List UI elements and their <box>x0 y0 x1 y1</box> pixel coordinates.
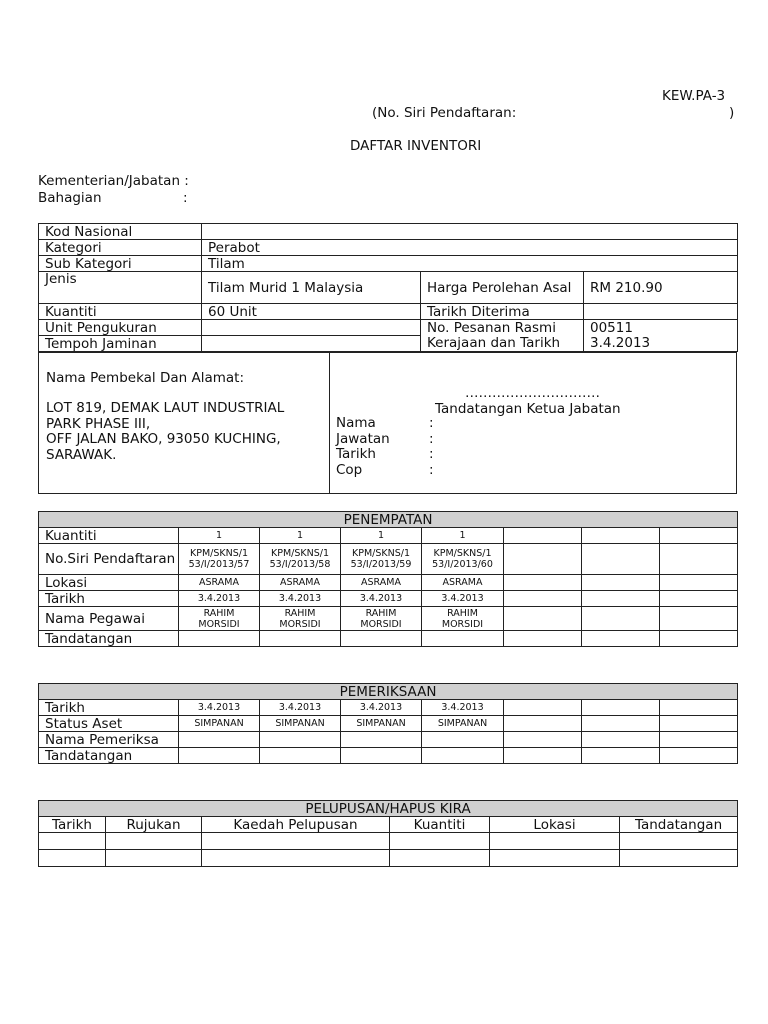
row-label: No.Siri Pendaftaran <box>39 544 179 575</box>
kuantiti-cell: 1 <box>341 528 422 544</box>
supplier-address-line: SARAWAK. <box>46 446 117 463</box>
colon: : <box>429 415 434 431</box>
pesanan-rasmi-label: No. Pesanan Rasmi <box>421 320 584 336</box>
tarikh-diterima-label: Tarikh Diterima <box>421 304 584 320</box>
supplier-address-line: LOT 819, DEMAK LAUT INDUSTRIAL <box>46 400 285 416</box>
cop-label: Cop <box>336 461 363 478</box>
signature-colons <box>429 416 434 478</box>
empty-cell <box>39 850 106 867</box>
signature-line: ………………………… <box>465 385 600 401</box>
empty-cell <box>660 575 738 591</box>
empty-cell <box>504 575 582 591</box>
empty-cell <box>582 716 660 732</box>
empty-cell <box>504 700 582 716</box>
empty-cell <box>341 748 422 764</box>
tempoh-jaminan-value <box>202 336 421 352</box>
empty-cell <box>179 748 260 764</box>
kategori-label: Kategori <box>39 240 202 256</box>
row-label: Nama Pegawai <box>39 607 179 631</box>
empty-cell <box>582 607 660 631</box>
empty-cell <box>504 732 582 748</box>
empty-cell <box>202 833 390 850</box>
tarikh-cell: 3.4.2013 <box>179 700 260 716</box>
empty-cell <box>341 631 422 647</box>
column-header: Kuantiti <box>390 817 490 833</box>
kategori-value: Perabot <box>202 240 738 256</box>
empty-cell <box>504 716 582 732</box>
empty-cell <box>504 631 582 647</box>
status-aset-cell: SIMPANAN <box>260 716 341 732</box>
empty-cell <box>660 528 738 544</box>
nama-pegawai-cell: RAHIM MORSIDI <box>341 607 422 631</box>
pelupusan-table <box>38 800 738 867</box>
empty-cell <box>179 732 260 748</box>
pemeriksaan-title: PEMERIKSAAN <box>39 684 738 700</box>
tarikh-cell: 3.4.2013 <box>179 591 260 607</box>
empty-cell <box>504 528 582 544</box>
sub-kategori-label: Sub Kategori <box>39 256 202 272</box>
sub-kategori-value: Tilam <box>202 256 738 272</box>
tarikh-cell: 3.4.2013 <box>422 700 504 716</box>
empty-cell <box>620 850 738 867</box>
no-siri-cell: KPM/SKNS/1 53/I/2013/59 <box>341 544 422 575</box>
nama-pegawai-cell: RAHIM MORSIDI <box>260 607 341 631</box>
asset-details-table <box>38 223 738 352</box>
pelupusan-title: PELUPUSAN/HAPUS KIRA <box>39 801 738 817</box>
lokasi-cell: ASRAMA <box>422 575 504 591</box>
empty-cell <box>39 833 106 850</box>
tarikh-cell: 3.4.2013 <box>341 700 422 716</box>
tempoh-jaminan-label: Tempoh Jaminan <box>39 336 202 352</box>
lokasi-cell: ASRAMA <box>179 575 260 591</box>
kerajaan-tarikh-label: Kerajaan dan Tarikh <box>421 336 584 352</box>
empty-cell <box>390 850 490 867</box>
empty-cell <box>202 850 390 867</box>
row-label: Tarikh <box>39 591 179 607</box>
row-label: Tandatangan <box>39 631 179 647</box>
empty-cell <box>504 607 582 631</box>
empty-cell <box>422 631 504 647</box>
empty-cell <box>582 528 660 544</box>
empty-cell <box>341 732 422 748</box>
form-code: KEW.PA-3 <box>662 88 726 104</box>
tarikh-diterima-value <box>584 304 738 320</box>
column-header: Lokasi <box>490 817 620 833</box>
supplier-signature-box <box>38 352 737 494</box>
kuantiti-cell: 1 <box>260 528 341 544</box>
jenis-label: Jenis <box>39 272 202 304</box>
empty-cell <box>660 700 738 716</box>
empty-cell <box>106 833 202 850</box>
nama-label: Nama <box>336 415 376 431</box>
tarikh-cell: 3.4.2013 <box>260 591 341 607</box>
penempatan-title: PENEMPATAN <box>39 512 738 528</box>
nama-pegawai-cell: RAHIM MORSIDI <box>422 607 504 631</box>
tarikh-cell: 3.4.2013 <box>341 591 422 607</box>
column-header: Tarikh <box>39 817 106 833</box>
status-aset-cell: SIMPANAN <box>341 716 422 732</box>
empty-cell <box>660 716 738 732</box>
tarikh-cell: 3.4.2013 <box>260 700 341 716</box>
serial-number-close: ) <box>729 105 735 121</box>
no-siri-cell: KPM/SKNS/1 53/I/2013/60 <box>422 544 504 575</box>
supplier-section <box>39 353 330 493</box>
signature-fields <box>336 416 390 478</box>
empty-cell <box>582 591 660 607</box>
empty-cell <box>422 748 504 764</box>
empty-cell <box>582 575 660 591</box>
pemeriksaan-table <box>38 683 738 764</box>
empty-cell <box>390 833 490 850</box>
status-aset-cell: SIMPANAN <box>422 716 504 732</box>
jawatan-label: Jawatan <box>336 430 390 447</box>
unit-pengukuran-value <box>202 320 421 336</box>
empty-cell <box>660 732 738 748</box>
empty-cell <box>582 631 660 647</box>
column-header: Tandatangan <box>620 817 738 833</box>
supplier-address-line: OFF JALAN BAKO, 93050 KUCHING, <box>46 431 281 447</box>
empty-cell <box>490 850 620 867</box>
supplier-address <box>46 401 284 463</box>
empty-cell <box>582 748 660 764</box>
division-colon: : <box>183 190 188 206</box>
row-label: Tarikh <box>39 700 179 716</box>
harga-label: Harga Perolehan Asal <box>421 272 584 304</box>
empty-cell <box>504 544 582 575</box>
tarikh-label: Tarikh <box>336 446 376 462</box>
lokasi-cell: ASRAMA <box>341 575 422 591</box>
serial-number-label: (No. Siri Pendaftaran: <box>372 105 517 121</box>
empty-cell <box>660 607 738 631</box>
empty-cell <box>660 748 738 764</box>
empty-cell <box>620 833 738 850</box>
no-siri-cell: KPM/SKNS/1 53/I/2013/57 <box>179 544 260 575</box>
row-label: Status Aset <box>39 716 179 732</box>
penempatan-table <box>38 511 738 647</box>
lokasi-cell: ASRAMA <box>260 575 341 591</box>
empty-cell <box>260 732 341 748</box>
pesanan-rasmi-value: 00511 <box>584 320 738 336</box>
empty-cell <box>660 591 738 607</box>
empty-cell <box>504 748 582 764</box>
empty-cell <box>106 850 202 867</box>
column-header: Rujukan <box>106 817 202 833</box>
kuantiti-cell: 1 <box>179 528 260 544</box>
kod-nasional-label: Kod Nasional <box>39 224 202 240</box>
empty-cell <box>660 631 738 647</box>
kuantiti-label: Kuantiti <box>39 304 202 320</box>
empty-cell <box>490 833 620 850</box>
supplier-address-line: PARK PHASE III, <box>46 415 151 432</box>
nama-pegawai-cell: RAHIM MORSIDI <box>179 607 260 631</box>
ministry-label: Kementerian/Jabatan : <box>38 173 189 189</box>
kuantiti-value: 60 Unit <box>202 304 421 320</box>
empty-cell <box>582 700 660 716</box>
empty-cell <box>260 631 341 647</box>
row-label: Lokasi <box>39 575 179 591</box>
row-label: Kuantiti <box>39 528 179 544</box>
empty-cell <box>504 591 582 607</box>
empty-cell <box>582 732 660 748</box>
status-aset-cell: SIMPANAN <box>179 716 260 732</box>
empty-cell <box>422 732 504 748</box>
signature-section <box>330 353 736 493</box>
kuantiti-cell: 1 <box>422 528 504 544</box>
unit-pengukuran-label: Unit Pengukuran <box>39 320 202 336</box>
division-label: Bahagian <box>38 190 102 206</box>
jenis-value: Tilam Murid 1 Malaysia <box>202 272 421 304</box>
no-siri-cell: KPM/SKNS/1 53/I/2013/58 <box>260 544 341 575</box>
kod-nasional-value <box>202 224 738 240</box>
empty-cell <box>260 748 341 764</box>
colon: : <box>429 430 434 447</box>
colon: : <box>429 461 434 478</box>
empty-cell <box>660 544 738 575</box>
column-header: Kaedah Pelupusan <box>202 817 390 833</box>
harga-value: RM 210.90 <box>584 272 738 304</box>
tarikh-cell: 3.4.2013 <box>422 591 504 607</box>
empty-cell <box>582 544 660 575</box>
signature-title: Tandatangan Ketua Jabatan <box>435 401 621 417</box>
colon: : <box>429 446 434 462</box>
supplier-label: Nama Pembekal Dan Alamat: <box>46 370 245 386</box>
page-title: DAFTAR INVENTORI <box>350 138 482 154</box>
empty-cell <box>179 631 260 647</box>
row-label: Tandatangan <box>39 748 179 764</box>
kerajaan-tarikh-value: 3.4.2013 <box>584 336 738 352</box>
row-label: Nama Pemeriksa <box>39 732 179 748</box>
